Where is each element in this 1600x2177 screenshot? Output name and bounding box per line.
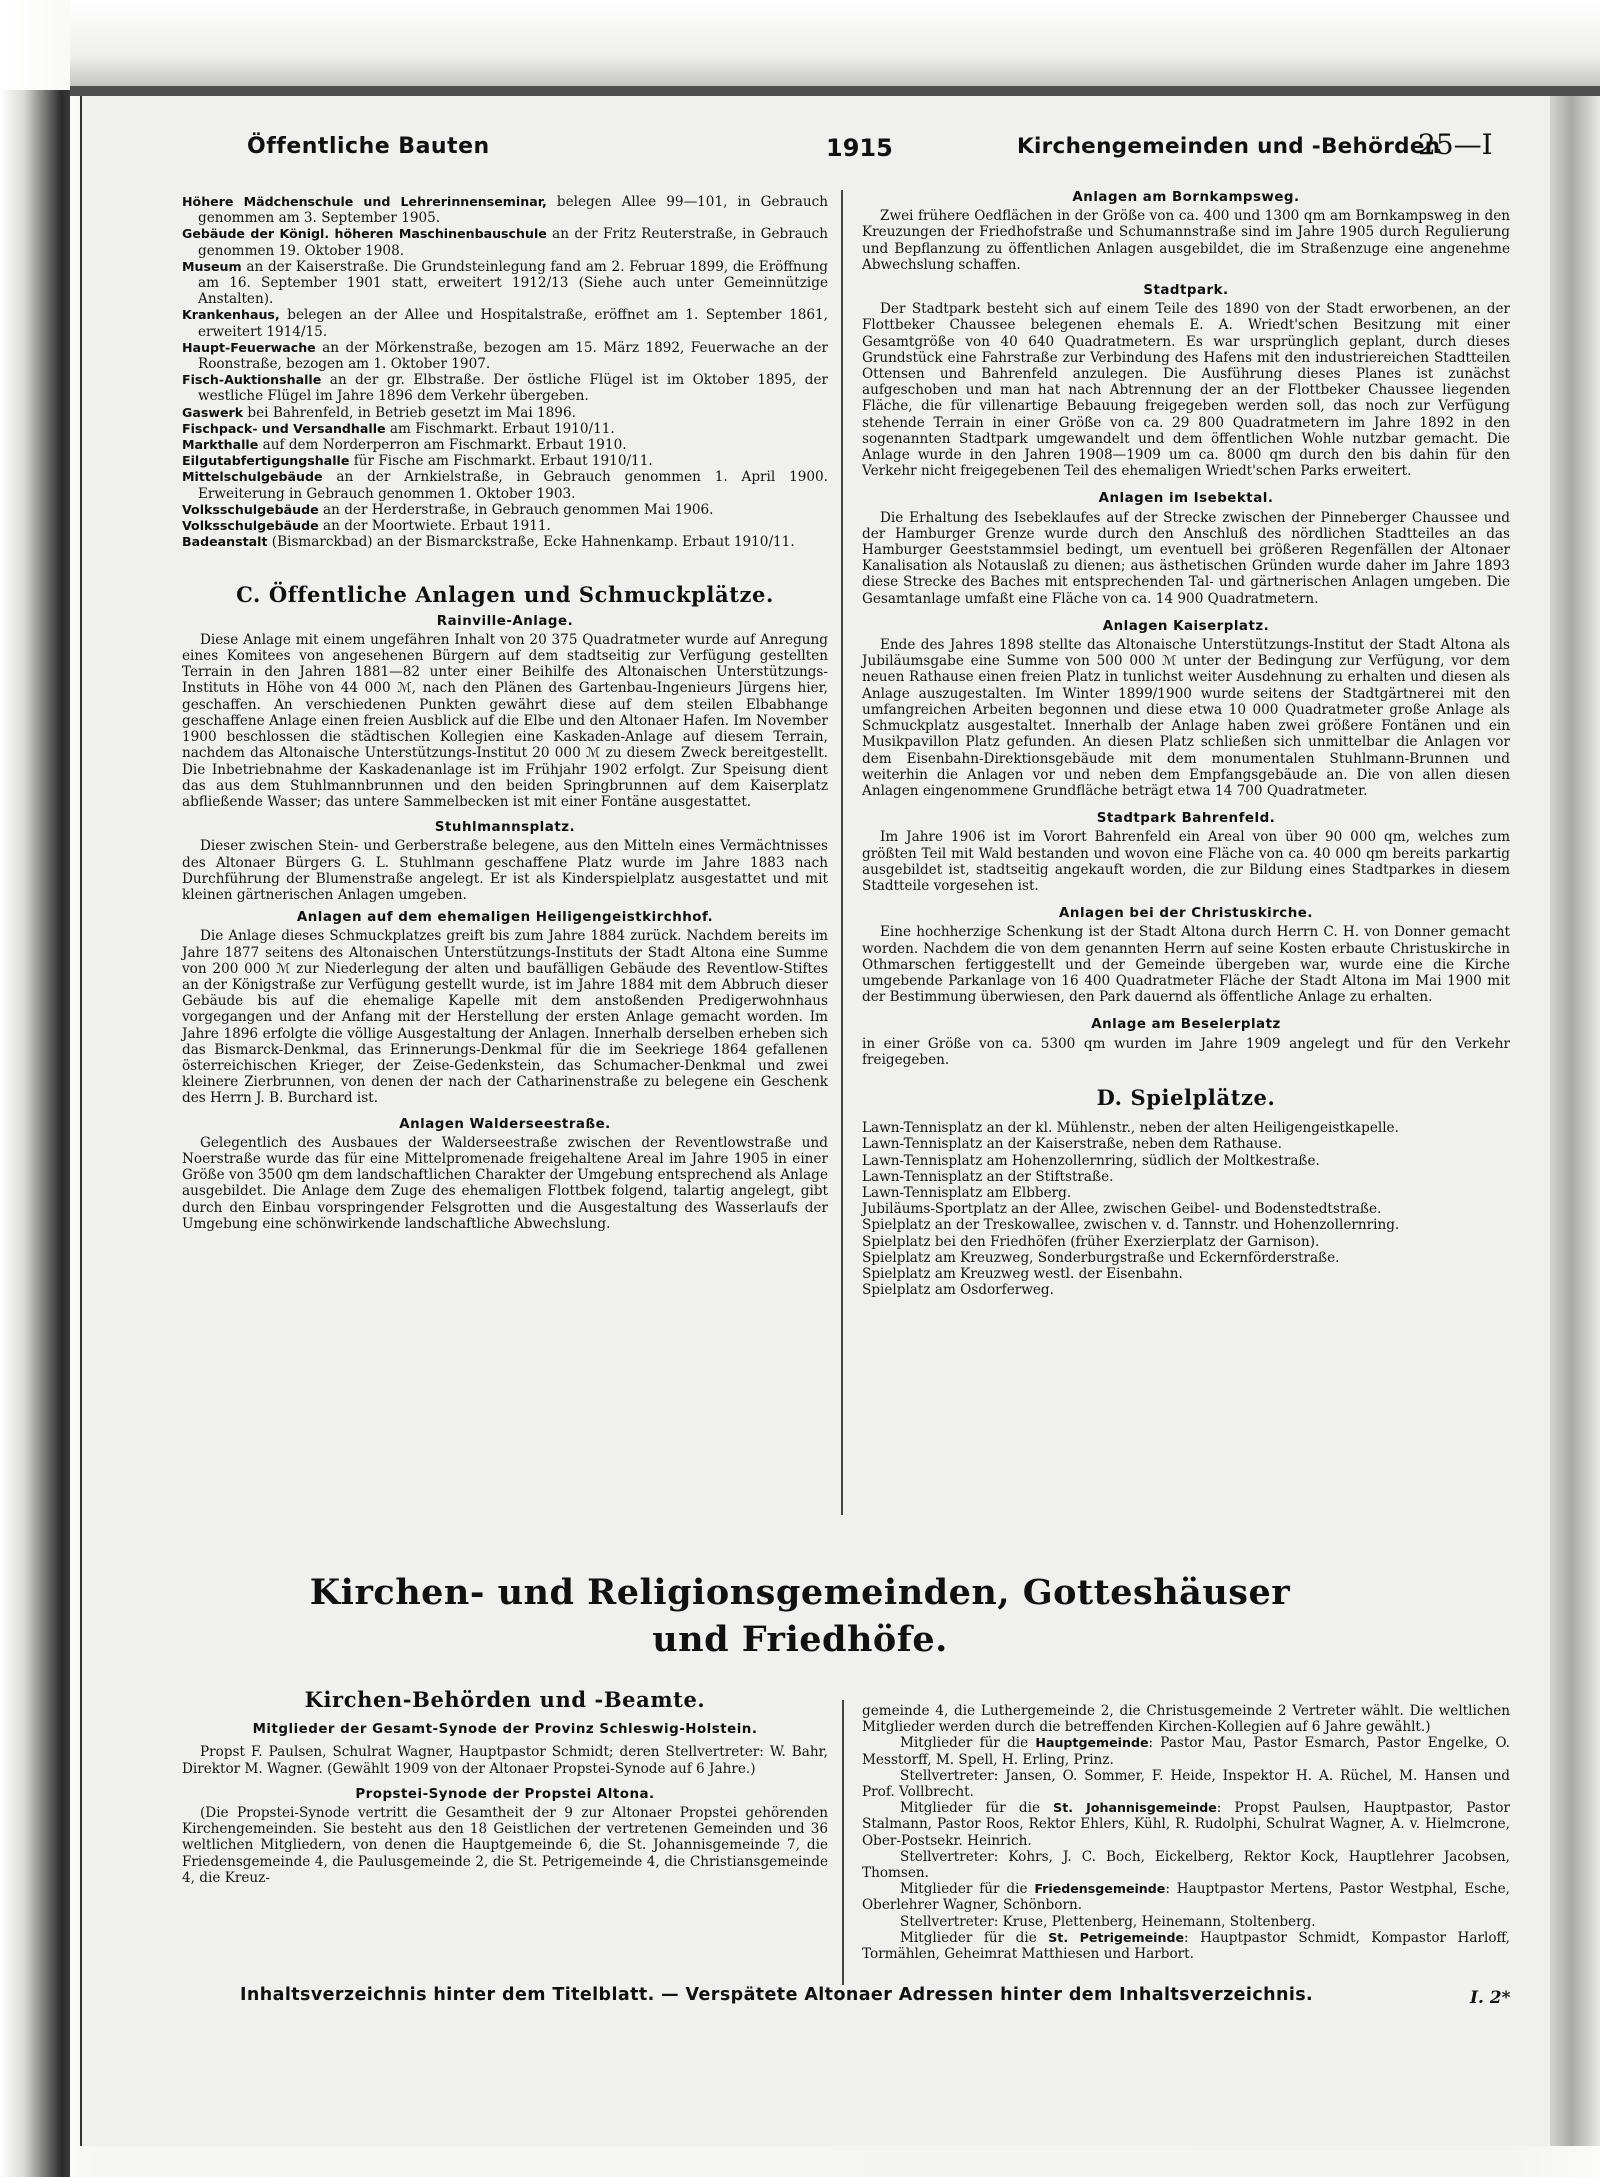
- public-building-detail: an der gr. Elbstraße. Der östliche Flügel ist im Oktober 1895, der westliche Flügel im Jahre 1896 dem Verkehr übergeben.: [198, 372, 828, 405]
- public-building-name: Höhere Mädchenschule und Lehrerinnenseminar,: [182, 194, 547, 209]
- beseler-heading: Anlage am Beselerplatz: [1091, 1017, 1281, 1033]
- isebek-heading: Anlagen im Isebektal.: [1098, 491, 1274, 507]
- public-building-detail: an der Kaiserstraße. Die Grundsteinlegung fand am 2. Februar 1899, die Eröffnung am 16. September 1901 statt, erweitert 1912/13 (Siehe auch unter Gemeinnützige Anstalten).: [198, 258, 828, 308]
- header-year: 1915: [826, 134, 893, 162]
- christuskirche-text: Eine hochherzige Schenkung ist der Stadt Altona durch Herrn C. H. von Donner gemacht worden. Nachdem die von dem genannten Herrn auf seine Kosten erbaute Christuskirche in Othmarschen fertiggestellt und der Gemeinde übergeben war, wurde eine die Kirche umgebende Parkanlage von 16 400 Quadratmeter Fläche der Stadt Altona im Mai 1900 mit der Bestimmung überwiesen, den Park dauernd als öffentliche Anlage zu erhalten.: [862, 924, 1510, 1006]
- public-building-entry: [182, 453, 828, 469]
- synod-entry-text: : Pastor Mau, Pastor Esmarch, Pastor Engelke, O. Messtorff, M. Spell, H. Erling, Prinz.: [862, 1735, 1510, 1768]
- scan-right-margin: [1548, 96, 1600, 2146]
- synode-altona-text: (Die Propstei-Synode vertritt die Gesamtheit der 9 zur Altonaer Propstei gehörenden Kirchengemeinden. Sie besteht aus den 18 Geistlichen der vertretenen Gemeinden und 36 weltlichen Mitgliedern, von denen die Hauptgemeinde 6, die St. Johannisgemeinde 7, die Friedensgemeinde 4, die Paulusgemeinde 2, die St. Petrigemeinde 4, die Christiansgemeinde 4, die Kreuz-: [182, 1805, 828, 1886]
- bornkamp-heading: Anlagen am Bornkampsweg.: [1072, 190, 1300, 205]
- stadtpark-text: Der Stadtpark besteht sich auf einem Teile des 1890 von der Stadt erworbenen, an der Flottbeker Chaussee belegenen ehemals E. A. Wriedt'schen Besitzung mit einer Gesamtgröße von 40 640 Quadratmetern. Es war ursprünglich geplant, durch dieses Grundstück eine Fahrstraße zur Verbindung des Hafens mit den industriereichen Stadtteilen Ottensen und Bahrenfeld anzulegen. Die Ausführung dieses Planes ist zunächst aufgeschoben und man hat nach Abtrennung der an der Flottbeker Chaussee liegenden Fläche, die für villenartige Bebauung freigegeben werden soll, das noch zur Verfügung stehende Terrain in einer Größe von ca. 29 800 Quadratmetern im Jahre 1892 in den sogenannten Stadtpark umgewandelt und dem öffentlichen Wohle nutzbar gemacht. Die Anlage wurde in den Jahren 1908—1909 um ca. 8000 qm durch den bis dahin für den Verkehr nicht freigegebenen Teil des ehemaligen Wriedt'schen Parks erweitert.: [862, 301, 1510, 480]
- playground-item: Spielplatz am Kreuzweg westl. der Eisenbahn.: [862, 1265, 1183, 1282]
- playground-item: Jubiläums-Sportplatz an der Allee, zwischen Geibel- und Bodenstedtstraße.: [862, 1201, 1382, 1218]
- section-d-heading: D. Spielplätze.: [1096, 1084, 1276, 1110]
- stuhlmann-heading: Stuhlmannsplatz.: [434, 820, 576, 836]
- synod-member-entry: [862, 1768, 1510, 1800]
- lower-right-column: [862, 1703, 1510, 1962]
- public-building-entry: [182, 307, 828, 339]
- playground-item: Spielplatz am Osdorferweg.: [862, 1282, 1054, 1299]
- parish-name: Hauptgemeinde: [1035, 1735, 1149, 1751]
- lower-left-column: [182, 1687, 828, 1886]
- rainville-heading: Rainville-Anlage.: [436, 613, 574, 629]
- public-building-entry: [182, 405, 828, 421]
- public-building-entry: [182, 421, 828, 437]
- public-building-name: Museum: [182, 258, 242, 274]
- public-building-name: Gaswerk: [182, 404, 244, 420]
- public-building-entry: [182, 437, 828, 453]
- synode-sh-heading: Mitglieder der Gesamt-Synode der Provinz Schleswig-Holstein.: [252, 1722, 758, 1738]
- synod-entry-prefix: Mitglieder für die: [900, 1800, 1054, 1817]
- public-building-name: Volksschulgebäude: [182, 518, 319, 534]
- synod-member-entry: [862, 1800, 1510, 1849]
- public-building-detail: bei Bahrenfeld, in Betrieb gesetzt im Mai 1896.: [243, 404, 576, 421]
- header-page-number: 25—I: [1418, 128, 1493, 161]
- header-left: Öffentliche Bauten: [247, 134, 490, 159]
- footer-note: Inhaltsverzeichnis hinter dem Titelblatt. — Verspätete Altonaer Adressen hinter dem Inhaltsverzeichnis.: [240, 1985, 1314, 2005]
- public-building-entry: [182, 226, 828, 258]
- synod-entry-prefix: Stellvertreter: Kohrs, J. C. Boch, Eickelberg, Rektor Kock, Hauptlehrer Jacobsen, Thomsen.: [862, 1848, 1510, 1882]
- bahrenfeld-heading: Stadtpark Bahrenfeld.: [1096, 811, 1276, 827]
- heiligengeist-text: Die Anlage dieses Schmuckplatzes greift bis zum Jahre 1884 zurück. Nachdem bereits im Jahre 1877 seitens des Altonaischen Unterstützungs-Instituts der Stadt Altona eine Summe von 200 000 ℳ zur Niederlegung der alten und baufälligen Gebäude des Reventlow-Stiftes an der Königstraße zur Verfügung gestellt wurde, ist im Jahre 1884 mit dem Abbruch dieser Gebäude bis auf die ehemalige Kapelle mit dem anstoßenden Predigerwohnhaus vorgegangen und der Anfang mit der Herstellung der ersten Anlage gemacht worden. Im Jahre 1896 erfolgte die völlige Ausgestaltung der Anlagen. Innerhalb derselben erheben sich das Bismarck-Denkmal, das Erinnerungs-Denkmal für die im Seekriege 1864 gefallenen österreichischen Krieger, der Zeise-Gedenkstein, das Schumacher-Denkmal und zwei kleinere Zierbrunnen, von denen der nach der Catharinenstraße zu belegene ein Geschenk des Herrn J. B. Burchard ist.: [182, 928, 828, 1107]
- synode-altona-heading: Propstei-Synode der Propstei Altona.: [355, 1786, 655, 1802]
- behoerden-heading: Kirchen-Behörden und -Beamte.: [304, 1687, 706, 1712]
- playground-item: Spielplatz bei den Friedhöfen (früher Exerzierplatz der Garnison).: [862, 1233, 1320, 1250]
- playground-item: Spielplatz am Kreuzweg, Sonderburgstraße und Eckernförderstraße.: [862, 1249, 1340, 1266]
- playground-item: Lawn-Tennisplatz am Hohenzollernring, südlich der Moltkestraße.: [862, 1152, 1320, 1169]
- public-building-detail: an der Mörkenstraße, bezogen am 15. März 1892, Feuerwache an der Roonstraße, bezogen am 1. Oktober 1907.: [198, 339, 828, 373]
- column-rule-upper: [841, 190, 843, 1515]
- public-building-name: Markthalle: [182, 437, 259, 453]
- public-building-detail: belegen Allee 99—101, in Gebrauch genommen am 3. September 1905.: [198, 194, 828, 227]
- synod-entry-prefix: Stellvertreter: Jansen, O. Sommer, F. Heide, Inspektor H. A. Rüchel, M. Hansen und Prof. Vollbrecht.: [862, 1767, 1510, 1801]
- heiligengeist-heading: Anlagen auf dem ehemaligen Heiligengeistkirchhof.: [296, 910, 714, 926]
- public-building-entry: [182, 372, 828, 404]
- beseler-text: in einer Größe von ca. 5300 qm wurden im Jahre 1909 angelegt und für den Verkehr freigegeben.: [862, 1035, 1510, 1068]
- scan-top-margin: [70, 0, 1600, 92]
- public-building-entry: [182, 259, 828, 308]
- synod-entry-prefix: Mitglieder für die: [900, 1929, 1049, 1946]
- column-rule-lower: [842, 1700, 844, 1985]
- synod-member-entry: [862, 1849, 1510, 1881]
- parish-name: St. Johannisgemeinde: [1053, 1800, 1217, 1816]
- bahrenfeld-text: Im Jahre 1906 ist im Vorort Bahrenfeld ein Areal von über 90 000 qm, welches zum größten Teil mit Wald bestanden und wovon eine Fläche von ca. 40 000 qm bereits parkartig ausgebildet ist, stadtseitig angekauft worden, die zur Bildung eines Stadtparkes in diesem Stadtteile vorgesehen ist.: [862, 829, 1510, 894]
- public-building-entry: [182, 502, 828, 518]
- playground-item: Lawn-Tennisplatz an der kl. Mühlenstr., neben der alten Heiligengeistkapelle.: [862, 1120, 1399, 1137]
- kaiserplatz-heading: Anlagen Kaiserplatz.: [1102, 618, 1270, 634]
- synod-entry-text: : Hauptpastor Schmidt, Kompastor Harloff, Tormählen, Geheimrat Matthiesen und Harbort.: [862, 1929, 1510, 1963]
- isebek-text: Die Erhaltung des Isebeklaufes auf der Strecke zwischen der Pinneberger Chaussee und der Hamburger Grenze wurde durch den Anschluß des nördlichen Stadtteiles an das Hamburger Geeststammsiel bedingt, um eventuell bei größeren Regenfällen der Altonaer Kanalisation als Notauslaß zu dienen; aus ästhetischen Gründen wurde daher im Jahre 1893 diese Strecke des Baches mit entsprechenden Tal- und gärtnerischen Anlagen umgeben. Die Gesamtanlage umfaßt eine Fläche von ca. 14 900 Quadratmetern.: [862, 509, 1510, 607]
- public-building-detail: an der Herderstraße, in Gebrauch genommen Mai 1906.: [318, 501, 714, 518]
- footer-signature-mark: I. 2*: [1470, 1988, 1511, 2008]
- rainville-text: Diese Anlage mit einem ungefähren Inhalt von 20 375 Quadratmeter wurde auf Anregung eines Komitees von angesehenen Bürgern auf dem stadtseitig zur Verfügung gestellten Terrain in den Jahren 1881—82 unter einer Beihilfe des Altonaischen Unterstützungs-Instituts in Höhe von 44 000 ℳ, nach den Plänen des Gartenbau-Ingenieurs Jürgens hier, geschaffen. An verschiedenen Punkten gewährt diese auf dem steilen Elbabhange geschaffene Anlage einen freien Ausblick auf die Elbe und den Altonaer Hafen. Im November 1900 beschlossen die städtischen Kollegien eine Kaskaden-Anlage auf diesem Terrain, nachdem das Altonaische Unterstützungs-Institut 20 000 ℳ zu diesem Zweck bereitgestellt. Die Inbetriebnahme der Kaskadenanlage ist im Frühjahr 1902 erfolgt. Zur Speisung dient das aus dem Stuhlmannbrunnen und den beiden Springbrunnen auf dem Kaiserplatz abfließende Wasser; das untere Sammelbecken ist mit einer Fontäne ausgestattet.: [182, 631, 828, 810]
- public-building-detail: (Bismarckbad) an der Bismarckstraße, Ecke Hahnenkamp. Erbaut 1910/11.: [267, 534, 795, 551]
- section-c-heading: C. Öffentliche Anlagen und Schmuckplätze.: [236, 582, 774, 608]
- stuhlmann-text: Dieser zwischen Stein- und Gerberstraße belegene, aus den Mitteln eines Vermächtnisses des Altonaer Bürgers G. L. Stuhlmann geschaffene Platz wurde im Jahre 1883 nach Durchführung der Blumenstraße angelegt. Er ist als Kinderspielplatz ausgestattet und mit kleinen gärtnerischen Anlagen umgeben.: [182, 838, 828, 903]
- synod-entry-prefix: Stellvertreter: Kruse, Plettenberg, Heinemann, Stoltenberg.: [900, 1913, 1316, 1930]
- public-building-name: Gebäude der Königl. höheren Maschinenbauschule: [182, 226, 547, 242]
- public-building-detail: an der Moortwiete. Erbaut 1911.: [318, 518, 551, 535]
- main-title-line-1: Kirchen- und Religionsgemeinden, Gotteshäuser: [309, 1572, 1291, 1613]
- public-building-detail: an der Arnkielstraße, in Gebrauch genommen 1. April 1900. Erweiterung in Gebrauch genommen 1. Oktober 1903.: [198, 469, 828, 502]
- bornkamp-text: Zwei frühere Oedflächen in der Größe von ca. 400 und 1300 qm am Bornkampsweg in den Kreuzungen der Friedhofstraße und Schumannstraße sind im Jahre 1905 durch Regulierung und Bepflanzung zu öffentlichen Anlagen ausgebildet, die im Straßenzuge eine angenehme Abwechslung schaffen.: [862, 208, 1510, 273]
- public-building-name: Mittelschulgebäude: [182, 469, 323, 485]
- playground-item: Lawn-Tennisplatz an der Stiftstraße.: [862, 1168, 1114, 1185]
- public-building-detail: belegen an der Allee und Hospitalstraße, eröffnet am 1. September 1861, erweitert 1914/15.: [198, 307, 828, 340]
- public-building-entry: [182, 340, 828, 372]
- public-building-name: Badeanstalt: [182, 534, 268, 550]
- synode-sh-text: Propst F. Paulsen, Schulrat Wagner, Hauptpastor Schmidt; deren Stellvertreter: W. Bahr, Direktor M. Wagner. (Gewählt 1909 von der Altonaer Propstei-Synode auf 6 Jahre.): [182, 1744, 828, 1777]
- public-buildings-list: [182, 194, 828, 550]
- synod-entry-text: gemeinde 4, die Luthergemeinde 2, die Christusgemeinde 2 Vertreter wählt. Die weltlichen Mitglieder werden durch die betreffenden Kirchen-Kollegien auf 6 Jahre gewählt.): [862, 1703, 1510, 1736]
- public-building-name: Krankenhaus,: [182, 307, 280, 323]
- public-building-entry: [182, 469, 828, 501]
- synod-entry-prefix: Mitglieder für die: [900, 1735, 1036, 1752]
- public-building-name: Fischpack- und Versandhalle: [182, 420, 386, 436]
- main-title-line-2: und Friedhöfe.: [652, 1619, 948, 1660]
- waldersee-text: Gelegentlich des Ausbaues der Walderseestraße zwischen der Reventlowstraße und Noerstraße wurde das für eine Mittelpromenade freigehaltene Areal im Jahre 1905 in einer Größe von 3500 qm dem landschaftlichen Charakter der Umgebung entsprechend als Anlage ausgebildet. Die Anlage dem Zuge des ehemaligen Flottbek folgend, talartig angelegt, gibt durch den Einbau vorspringender Felsgrotten und die Ausgestaltung des Wasserlaufs der Umgebung eine schönwirkende landschaftliche Abwechslung.: [182, 1134, 828, 1232]
- public-building-entry: [182, 518, 828, 534]
- public-building-detail: für Fische am Fischmarkt. Erbaut 1910/11.: [349, 453, 653, 470]
- public-building-detail: auf dem Norderperron am Fischmarkt. Erbaut 1910.: [258, 437, 627, 454]
- playground-item: Lawn-Tennisplatz am Elbberg.: [862, 1184, 1072, 1201]
- synod-entry-prefix: Mitglieder für die: [900, 1881, 1035, 1898]
- synod-member-entry: [862, 1881, 1510, 1913]
- public-building-name: Fisch-Auktionshalle: [182, 372, 322, 388]
- playground-item: Spielplatz an der Treskowallee, zwischen v. d. Tannstr. und Hohenzollernring.: [862, 1217, 1400, 1234]
- synod-member-entry: [862, 1914, 1510, 1930]
- stadtpark-heading: Stadtpark.: [1143, 283, 1229, 299]
- scan-left-margin: [0, 90, 70, 2177]
- public-building-entry: [182, 194, 828, 226]
- synod-entry-text: : Hauptpastor Mertens, Pastor Westphal, Esche, Oberlehrer Wagner, Schönborn.: [862, 1881, 1510, 1914]
- synod-entry-text: : Propst Paulsen, Hauptpastor, Pastor Stalmann, Pastor Roos, Rektor Ehlers, Kühl, R. Rudolphi, Schulrat Wagner, A. v. Hielmcrone, Ober-Postsekr. Heinrich.: [862, 1800, 1510, 1849]
- playgrounds-list: [862, 1120, 1510, 1298]
- synod-member-entry: [862, 1930, 1510, 1962]
- public-building-name: Eilgutabfertigungshalle: [182, 453, 350, 469]
- synod-member-entry: [862, 1735, 1510, 1767]
- parish-name: St. Petrigemeinde: [1048, 1929, 1185, 1945]
- header-right: Kirchengemeinden und -Behörden: [1017, 134, 1441, 159]
- left-column: [182, 194, 828, 1232]
- playground-item: Lawn-Tennisplatz an der Kaiserstraße, neben dem Rathause.: [862, 1136, 1282, 1153]
- public-building-entry: [182, 534, 828, 550]
- right-column: [862, 190, 1510, 1298]
- book-edge-strip: [70, 86, 1600, 96]
- kaiserplatz-text: Ende des Jahres 1898 stellte das Altonaische Unterstützungs-Institut der Stadt Altona als Jubiläumsgabe eine Summe von 500 000 ℳ unter der Bedingung zur Verfügung, vor dem neuen Rathause einen freien Platz in tunlichst weiter Ausdehnung zu erhalten und diesen als Anlage auszugestalten. Im Winter 1899/1900 wurde seitens der Stadtgärtnerei mit den umfangreichen Arbeiten begonnen und diese etwa 10 000 Quadratmeter große Anlage als Schmuckplatz ausgestaltet. Innerhalb der Anlage haben zwei größere Fontänen und ein Musikpavillon Platz gefunden. An diesen Platz schließen sich unmittelbar die Anlagen vor dem Eisenbahn-Direktionsgebäude mit dem monumentalen Stuhlmann-Brunnen und weiterhin die Anlagen vor und neben dem Empfangsgebäude an. Die von allen diesen Anlagen eingenommene Grundfläche beträgt etwa 14 700 Quadratmeter.: [862, 637, 1510, 799]
- public-building-name: Haupt-Feuerwache: [182, 339, 316, 355]
- public-building-name: Volksschulgebäude: [182, 501, 319, 517]
- synod-member-entry: [862, 1703, 1510, 1735]
- public-building-detail: an der Fritz Reuterstraße, in Gebrauch genommen 19. Oktober 1908.: [198, 226, 828, 259]
- christuskirche-heading: Anlagen bei der Christuskirche.: [1059, 906, 1313, 922]
- public-building-detail: am Fischmarkt. Erbaut 1910/11.: [385, 420, 615, 437]
- waldersee-heading: Anlagen Walderseestraße.: [399, 1116, 611, 1132]
- parish-name: Friedensgemeinde: [1034, 1881, 1166, 1897]
